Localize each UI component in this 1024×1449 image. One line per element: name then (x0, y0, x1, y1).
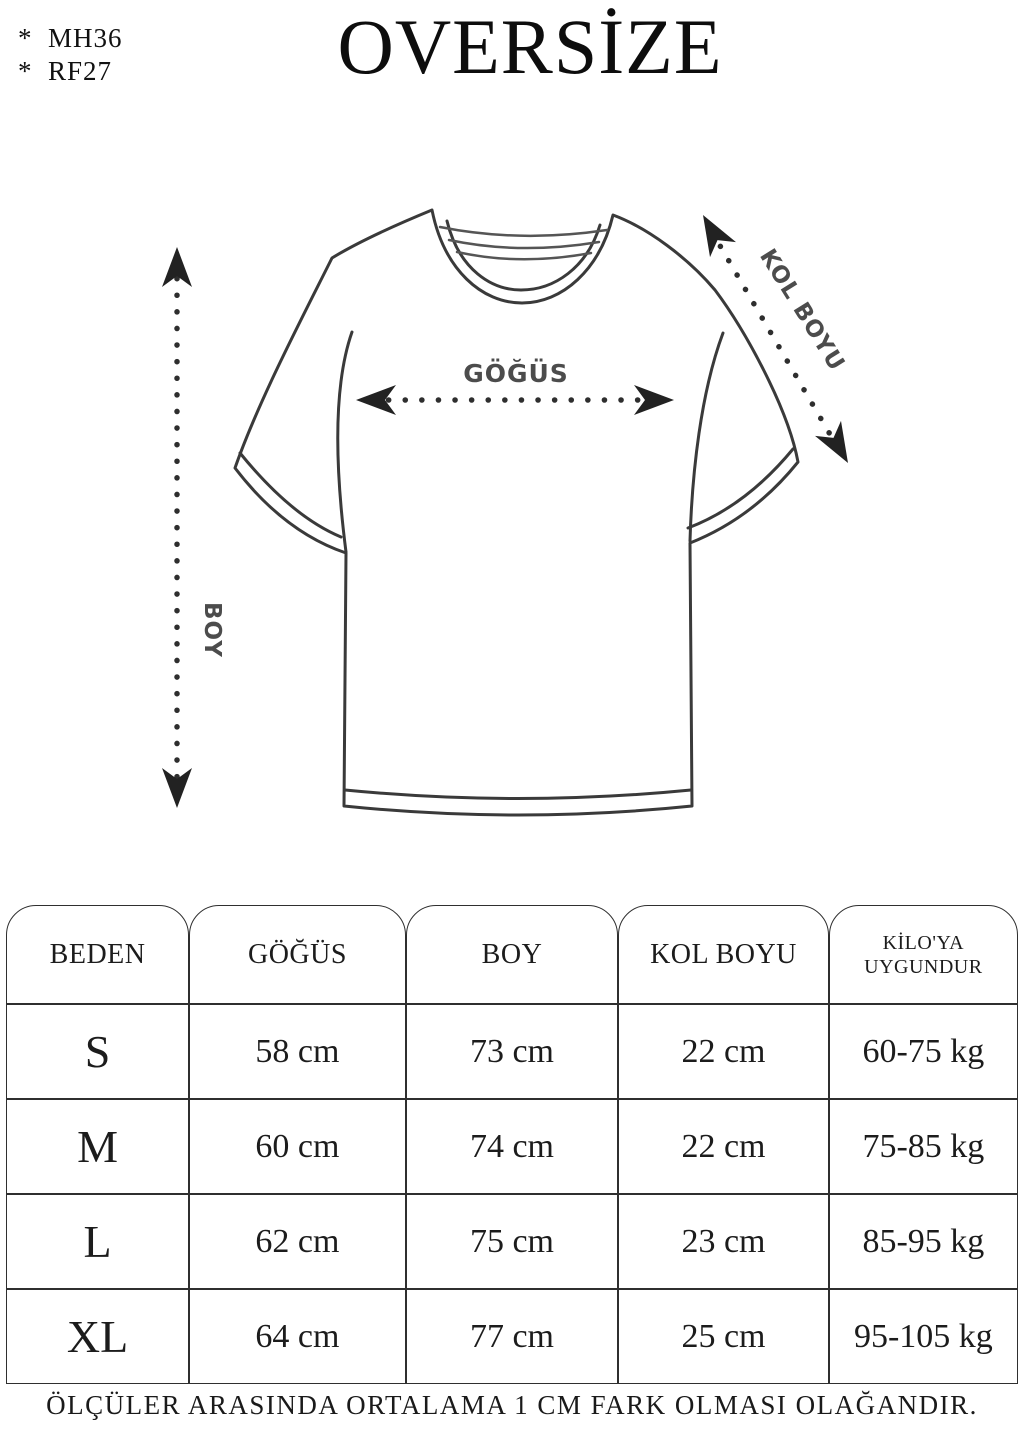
table-row-s (6, 1004, 1018, 1099)
cell-size: XL (6, 1289, 189, 1384)
column-header-kol-boyu: KOL BOYU (618, 905, 828, 1004)
cell-size: S (6, 1004, 189, 1099)
cell-chest: 60 cm (189, 1099, 406, 1194)
cell-sleeve: 22 cm (618, 1004, 828, 1099)
cell-length: 75 cm (406, 1194, 619, 1289)
cell-sleeve: 23 cm (618, 1194, 828, 1289)
cell-weight: 85-95 kg (829, 1194, 1018, 1289)
size-table-header-row (6, 905, 1018, 1004)
product-code: * RF27 (18, 56, 113, 86)
cell-length: 74 cm (406, 1099, 619, 1194)
cell-sleeve: 25 cm (618, 1289, 828, 1384)
cell-size: L (6, 1194, 189, 1289)
tolerance-note: ÖLÇÜLER ARASINDA ORTALAMA 1 CM FARK OLMASI OLAĞANDIR. (46, 1390, 978, 1420)
cell-size: M (6, 1099, 189, 1194)
page-title: OVERSİZE (337, 3, 723, 90)
size-table (6, 905, 1018, 1384)
column-header-beden: BEDEN (6, 905, 189, 1004)
cell-length: 73 cm (406, 1004, 619, 1099)
product-code: * MH36 (18, 23, 123, 53)
cell-sleeve: 22 cm (618, 1099, 828, 1194)
column-header-kilo (829, 905, 1018, 1004)
cell-length: 77 cm (406, 1289, 619, 1384)
chest-label: GÖĞÜS (463, 359, 569, 388)
sleeve-label: KOL BOYU (754, 244, 850, 376)
tshirt-outline-drawing (235, 210, 798, 815)
sleeve-arrow (690, 208, 861, 471)
cell-chest: 58 cm (189, 1004, 406, 1099)
table-row-l (6, 1194, 1018, 1289)
column-header-gogus: GÖĞÜS (189, 905, 406, 1004)
length-arrow (162, 247, 225, 808)
cell-weight: 95-105 kg (829, 1289, 1018, 1384)
table-row-xl (6, 1289, 1018, 1384)
cell-weight: 75-85 kg (829, 1099, 1018, 1194)
cell-chest: 64 cm (189, 1289, 406, 1384)
cell-chest: 62 cm (189, 1194, 406, 1289)
cell-weight: 60-75 kg (829, 1004, 1018, 1099)
column-header-kilo-text: KİLO'YA UYGUNDUR (864, 931, 983, 978)
column-header-boy: BOY (406, 905, 619, 1004)
length-label: BOY (199, 602, 225, 658)
chest-arrow (356, 358, 674, 415)
table-row-m (6, 1099, 1018, 1194)
